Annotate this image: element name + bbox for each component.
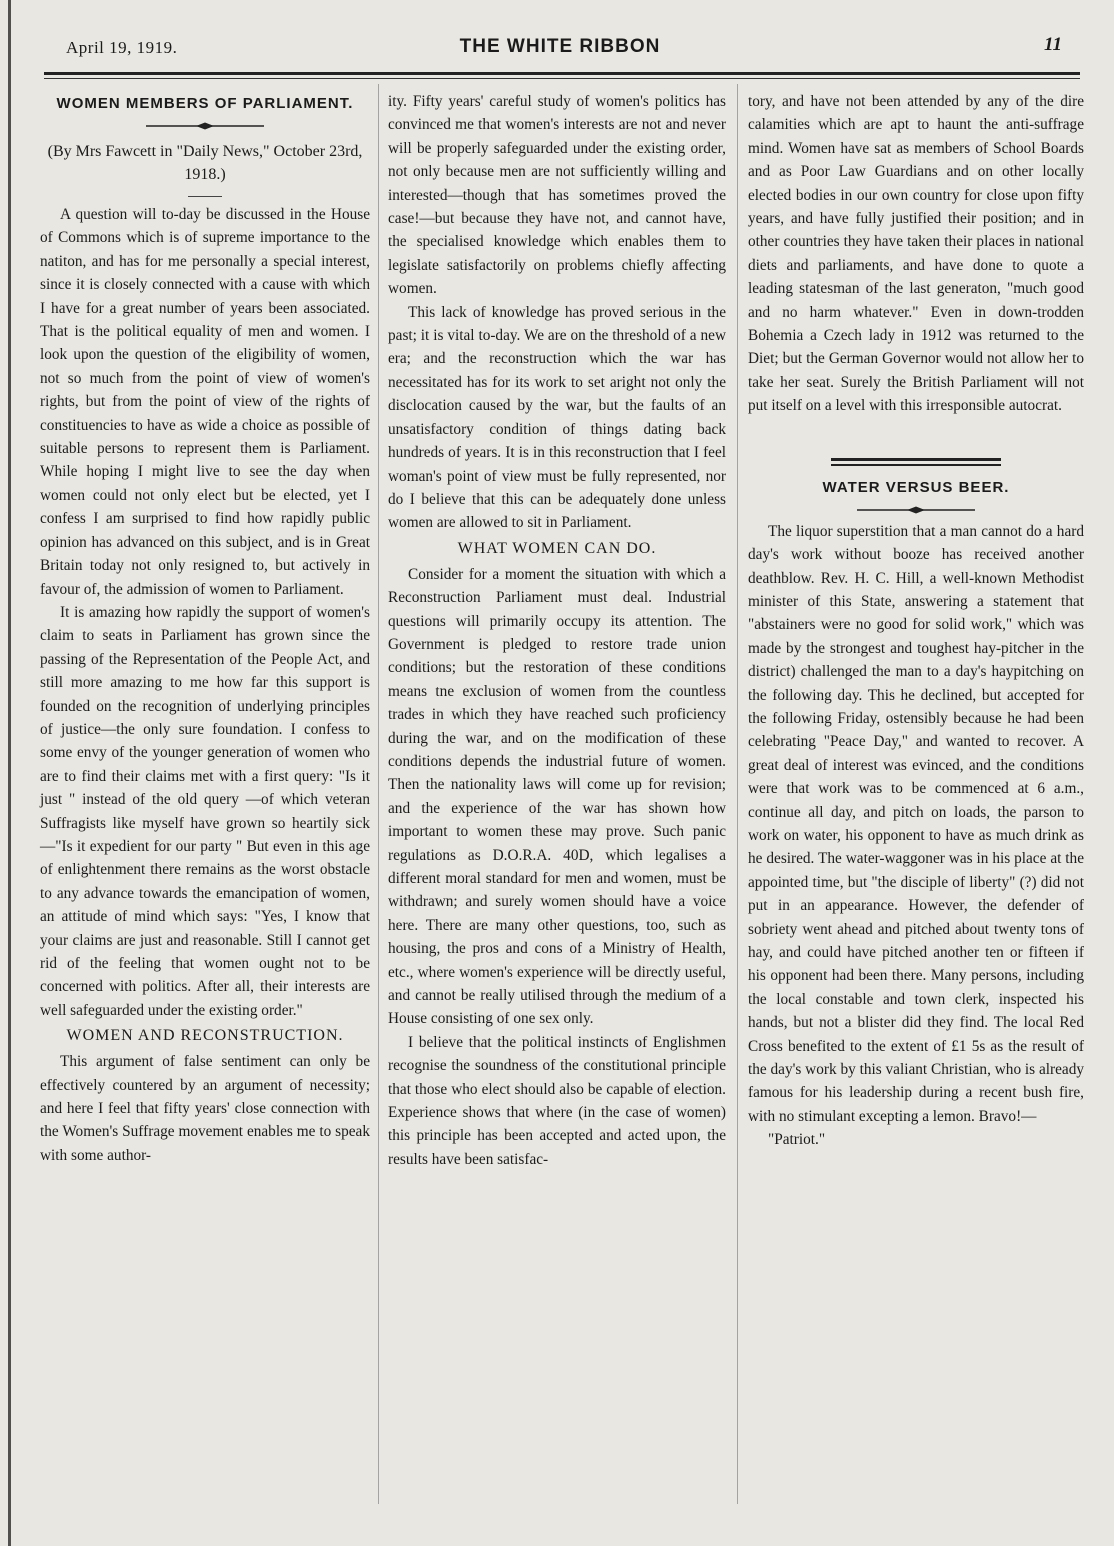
article-paragraph: ity. Fifty years' careful study of women's politics has convinced me that women's interests are not and never will be properly safeguarded under the existing order, not only because men are not sufficiently willing and interested—though that has sometimes proved the case!—but because they have not, and cannot have, the specialised knowledge which enables them to legislate satisfactorily on problems chiefly affecting women. [388,93,726,298]
article-signature: "Patriot." [768,1131,826,1149]
page-binding-edge [8,0,11,1546]
article-headline: WATER VERSUS BEER. [822,478,1010,496]
article-separator [831,458,1001,466]
article-paragraph: tory, and have not been attended by any of the dire calamities which are apt to haunt the anti-suffrage mind. Women have sat as members of School Boards and as Poor Law Guardians and on other locally elected bodies in our own country for close upon fifty years, and have fully justified their position; and in other countries they have taken their places in national diets and parliaments, and have done to quote a leading statesman of the last generaton, "much good and no harm whatever." Even in down-trodden Bohemia a Czech lady in 1912 was returned to the Diet; but the German Governor would not allow her to take her seat. Surely the British Parliament will not put itself on a level with this irresponsible autocrat. [748,93,1084,415]
header-rule-thin [44,78,1080,79]
column-2 [388,90,726,1171]
article-paragraph: It is amazing how rapidly the support of women's claim to seats in Parliament has grown since the passing of the Representation of the People Act, and still more amazing to me how far this support is founded on the recognition of underlying principles of justice—the only sure foundation. I confess to some envy of the younger generation of women who are to find their claims met with a first query: "Is it just " instead of the old query —of which veteran Suffragists like myself have grown so heartily sick—"Is it expedient for our party " But even in this age of enlightenment there remains as the worst obstacle to any advance towards the emancipation of women, an attitude of mind which says: "Yes, I know that your claims are just and reasonable. Still I cannot get rid of the feeling that women ought not to be concerned with politics. After all, their interests are well safeguarded under the existing order." [40,603,370,1019]
column-1 [40,90,370,1167]
column-divider [378,84,379,1504]
section-subheading: WHAT WOMEN CAN DO. [457,539,657,557]
ornament-divider-icon [857,506,975,514]
article-paragraph: This lack of knowledge has proved serious in the past; it is vital to-day. We are on the threshold of a new era; and the reconstruction which the war has necessitated has for its work to set aright not only the disclocation caused by the war, but the faults of an unsatisfactory condition of things dating back hundreds of years. It is in this reconstruction that I feel woman's point of view must be fully represented, nor do I believe that this can be adequately done unless women are allowed to sit in Parliament. [388,303,726,532]
article-paragraph: A question will to-day be discussed in the House of Commons which is of supreme importance to the natiton, and has for me personally a special interest, since it is closely connected with a cause with which I have for a great number of years been associated. That is the political equality of men and women. I look upon the question of the eligibility of women, not so much from the point of view of women's rights, but from the point of view of the rights of constituencies to have as wide a choice as possible of suitable persons to represent them is Parliament. While hoping I might live to see the day when women could not only elect but be elected, yet I confess I am surprised to find how rapidly public opinion has advanced on this subject, and is in Great Britain today not only resigned to, but actively in favour of, the admission of women to Parliament. [40,206,370,598]
publication-title: THE WHITE RIBBON [459,36,661,57]
article-paragraph: Consider for a moment the situation with which a Reconstruction Parliament must deal. Industrial questions will primarily occupy its attention. The Government is pledged to restore trade union conditions; but the restoration of these conditions means tne exclusion of women from the countless trades in which they have reached such proficiency during the war, and on the modification of these conditions depends the industrial future of women. Then the nationality laws will come up for revision; and the experience of the war has shown how important to women these may prove. Such panic regulations as D.O.R.A. 40D, which legalises a different moral standard for men and women, must be withdrawn; and surely women should have a voice here. There are many other questions, too, such as housing, the pros and cons of a Ministry of Health, etc., where women's experience will be directly useful, and cannot be really utilised through the medium of a House consisting of one sex only. [388,565,726,1028]
section-subheading: WOMEN AND RECONSTRUCTION. [66,1027,344,1045]
column-divider [737,84,738,1504]
issue-date: April 19, 1919. [66,38,178,57]
article-byline: (By Mrs Fawcett in "Daily News," October 23rd, 1918.) [47,143,363,183]
header-rule-thick [44,72,1080,75]
article-paragraph: I believe that the political instincts of Englishmen recognise the soundness of the constitutional principle that those who elect should also be capable of election. Experience shows that where (in the case of women) this principle has been accepted and acted upon, the results have been satisfac- [388,1033,726,1168]
article-headline: WOMEN MEMBERS OF PARLIAMENT. [56,95,354,112]
page-number: 11 [1044,34,1062,55]
article-paragraph: The liquor superstition that a man cannot do a hard day's work without booze has received another deathblow. Rev. H. C. Hill, a well-known Methodist minister of this State, answering a statement that "abstainers were no good for solid work," which was made by the strongest and toughest hay-pitcher in the district) challenged the man to a day's haypitching on the following day. This he declined, but accepted for the following Friday, ostensibly because he had been celebrating "Peace Day," and wanted to recover. A great deal of interest was evinced, and the conditions were that work was to be commenced at 6 a.m., continue all day, and pitch on loads, the parson to work on water, his opponent to have as much drink as he desired. The water-waggoner was in his place at the appointed time, but "the disciple of liberty" (?) did not put in an appearance. However, the defender of sobriety went ahead and pitched about twenty tons of hay, and could have pitched another ten or fifteen if his opponent had been there. Many persons, including the local constable and town clerk, inspected his hands, but not a blister did they find. The local Red Cross benefited to the extent of £1 5s as the result of the day's work by this valiant Christian, who is already famous for his leadership during a recent bush fire, with no stimulant excepting a lemon. Bravo!— [748,522,1084,1125]
short-divider [188,196,222,197]
ornament-divider-icon [146,122,264,130]
article-paragraph: This argument of false sentiment can only be effectively countered by an argument of necessity; and here I feel that fifty years' close connection with the Women's Suffrage movement enables me to speak with some author- [40,1053,370,1164]
page-header [44,30,1076,60]
column-3 [748,90,1084,1152]
